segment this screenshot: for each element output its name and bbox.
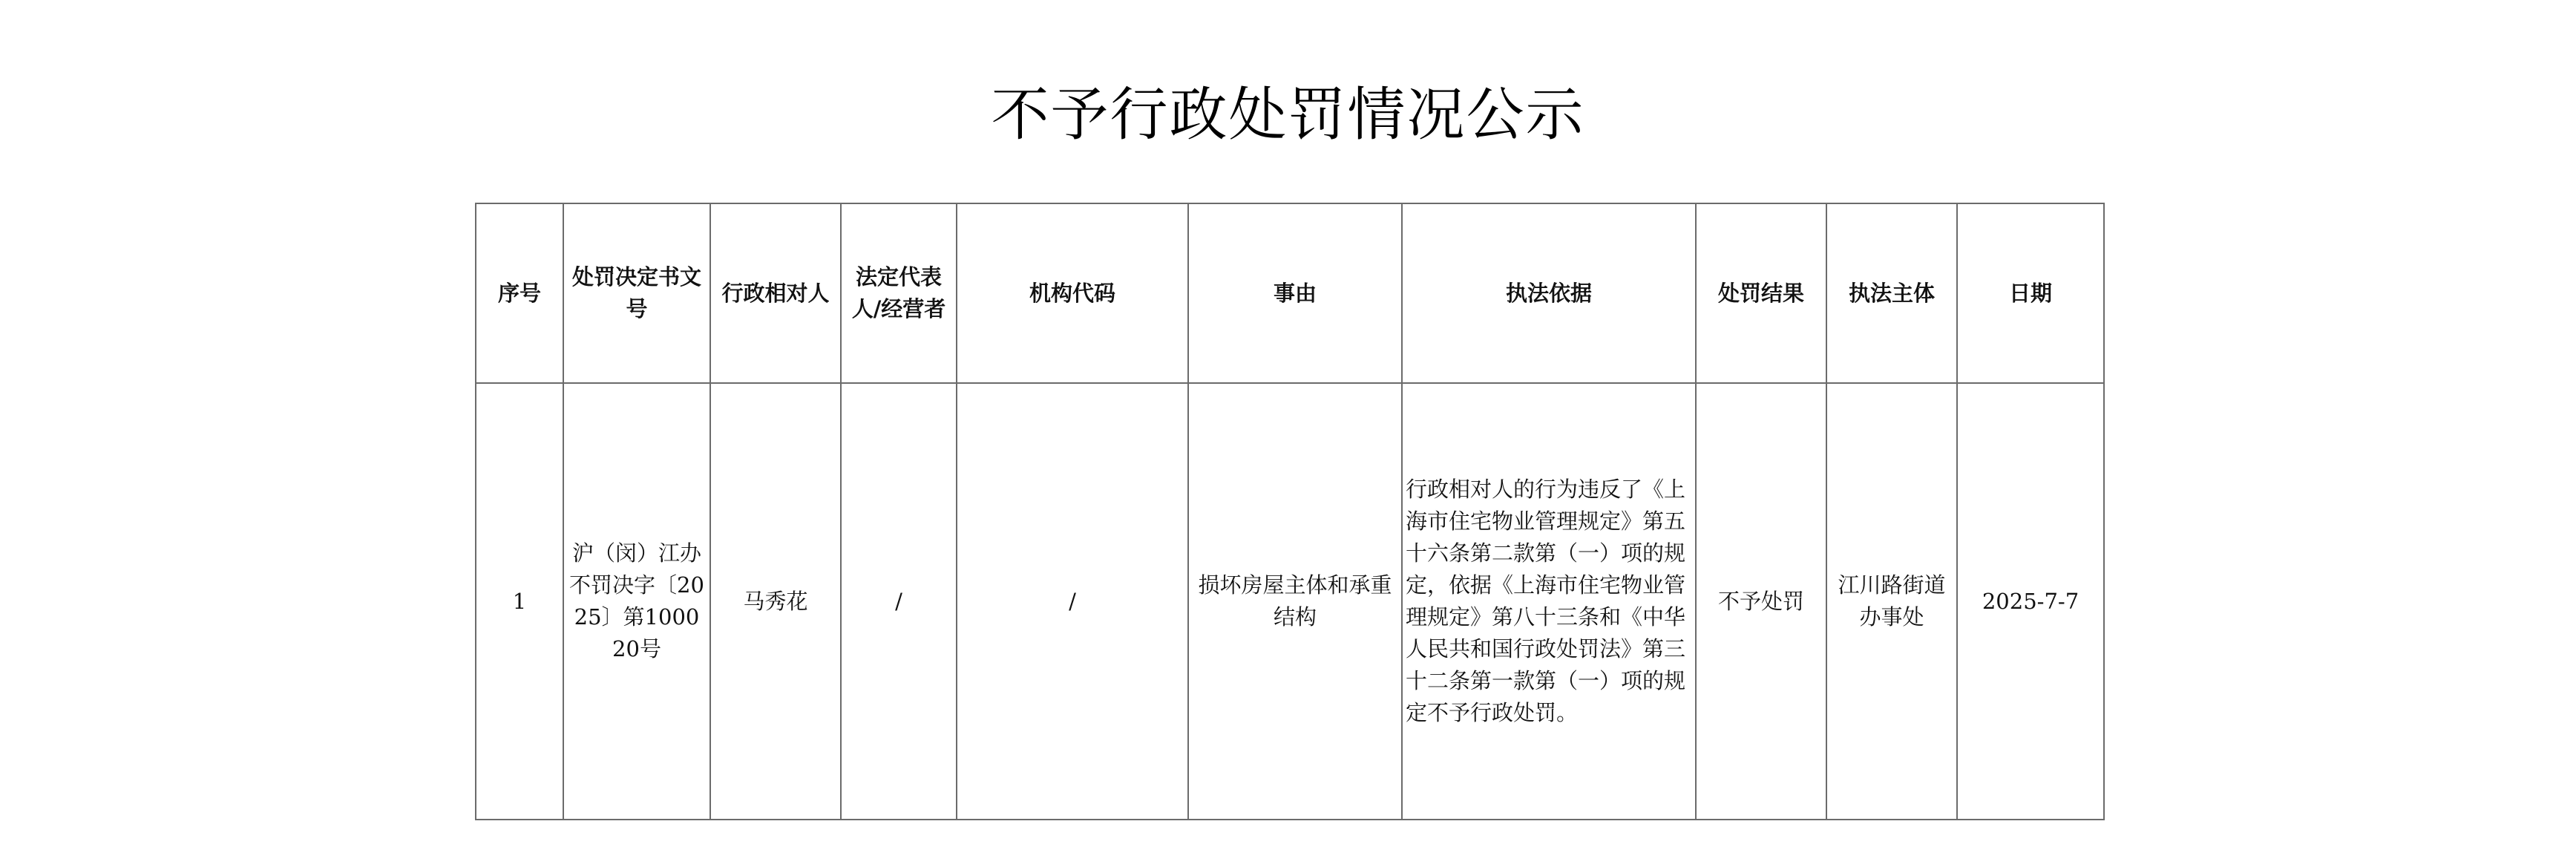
header-enforcement-body: 执法主体: [1826, 203, 1957, 383]
header-legal-basis: 执法依据: [1402, 203, 1696, 383]
cell-result: 不予处罚: [1696, 383, 1826, 820]
cell-date: 2025-7-7: [1957, 383, 2104, 820]
cell-serial: 1: [476, 383, 563, 820]
table-row: [476, 383, 2104, 820]
cell-decision-number: 沪（闵）江办不罚决字〔2025〕第100020号: [563, 383, 710, 820]
cell-party: 马秀花: [710, 383, 841, 820]
page-title: 不予行政处罚情况公示: [991, 82, 1585, 148]
cell-enforcement-body: 江川路街道办事处: [1826, 383, 1957, 820]
header-legal-representative: 法定代表人/经营者: [841, 203, 957, 383]
header-date: 日期: [1957, 203, 2104, 383]
header-organization-code: 机构代码: [957, 203, 1188, 383]
cell-legal-representative: /: [841, 383, 957, 820]
cell-cause: 损坏房屋主体和承重结构: [1188, 383, 1402, 820]
header-cause: 事由: [1188, 203, 1402, 383]
penalty-notice-table: [475, 203, 2105, 820]
table-header-row: [476, 203, 2104, 383]
header-party: 行政相对人: [710, 203, 841, 383]
header-result: 处罚结果: [1696, 203, 1826, 383]
header-serial: 序号: [476, 203, 563, 383]
header-decision-number: 处罚决定书文号: [563, 203, 710, 383]
cell-legal-basis: 行政相对人的行为违反了《上海市住宅物业管理规定》第五十六条第二款第（一）项的规定，依据《上海市住宅物业管理规定》第八十三条和《中华人民共和国行政处罚法》第三十二条第一款第（一）项的规定不予行政处罚。: [1402, 383, 1696, 820]
cell-organization-code: /: [957, 383, 1188, 820]
